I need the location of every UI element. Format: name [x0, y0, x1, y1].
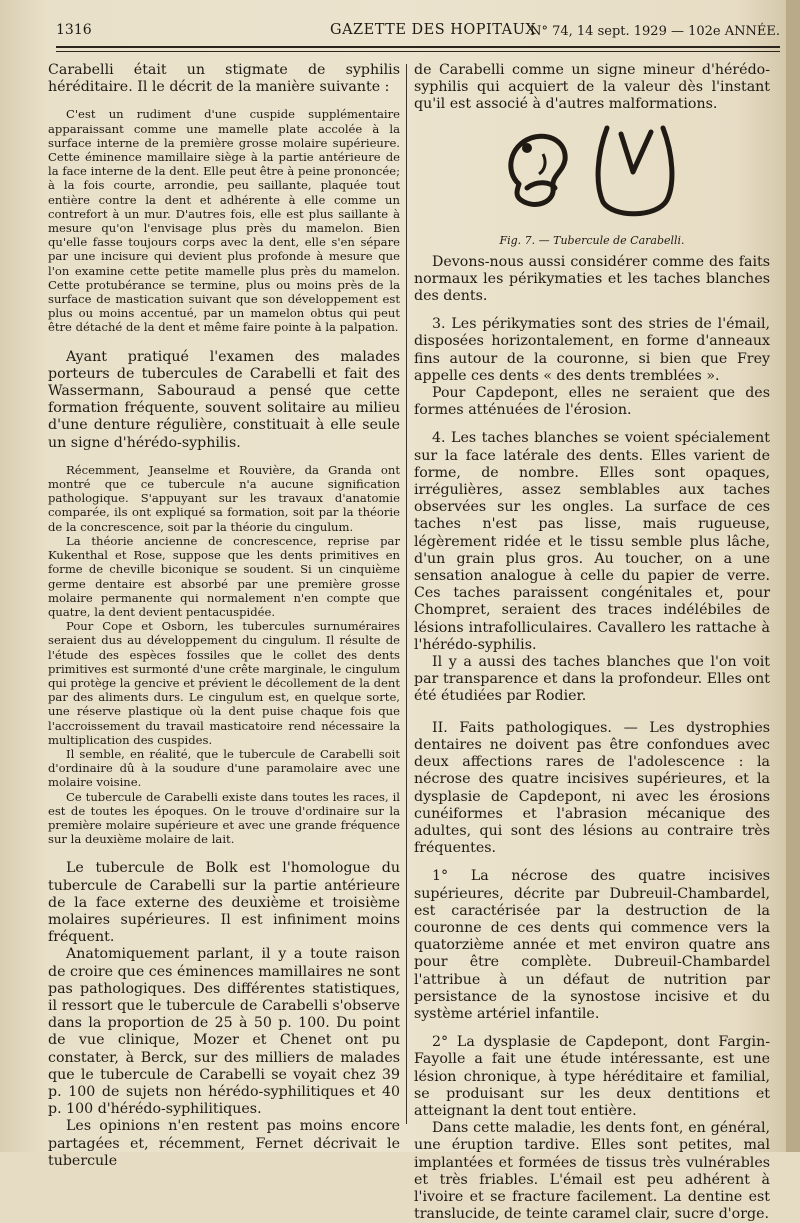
- header-rule-thin: [56, 51, 780, 52]
- small-paragraph: La théorie ancienne de concrescence, reprise par Kukenthal et Rose, suppose que les dents primitives en forme de cheville biconique se soudent. Si un cinquième germe dentaire est absorbé par une première grosse molaire permanente qui normalement n'en compte que quatre, la dent devient pentacuspidée.: [48, 533, 400, 619]
- header-rule: [56, 46, 780, 48]
- paragraph: Pour Capdepont, elles ne seraient que des formes atténuées de l'érosion.: [414, 385, 770, 419]
- paragraph: Les opinions n'en restent pas moins encore partagées et, récemment, Fernet décrivait le tubercule: [48, 1118, 400, 1169]
- journal-title: GAZETTE DES HOPITAUX: [330, 22, 537, 38]
- paragraph: 2° La dysplasie de Capdepont, dont Fargin-Fayolle a fait une étude intéressante, est une lésion chronique, à type héréditaire et familial, se produisant sur les deux dentitions et atteignant la dent tout entière.: [414, 1034, 770, 1119]
- left-column: [48, 62, 400, 1170]
- paragraph: 3. Les périkymaties sont des stries de l'émail, disposées horizontalement, en forme d'anneaux fins autour de la couronne, si bien que Frey appelle ces dents « des dents tremblées ».: [414, 316, 770, 384]
- paragraph: Dans cette maladie, les dents font, en général, une éruption tardive. Elles sont petites, mal implantées et formées de tissus très vulnérables et très friables. L'émail est peu adhérent à l'ivoire et se fracture facilement. La dentine est translucide, de teinte caramel clair, sucre d'orge.: [414, 1120, 770, 1223]
- paragraph: Carabelli était un stigmate de syphilis héréditaire. Il le décrit de la manière suivante :: [48, 62, 400, 96]
- column-divider: [406, 64, 407, 1124]
- paragraph: de Carabelli comme un signe mineur d'hérédo-syphilis qui acquiert de la valeur dès l'instant qu'il est associé à d'autres malformations.: [414, 62, 770, 113]
- paragraph: 1° La nécrose des quatre incisives supérieures, décrite par Dubreuil-Chambardel, est caractérisée par la destruction de la couronne de ces dents qui commence vers la quatorzième année et met environ quatre ans pour être complète. Dubreuil-Chambardel l'attribue à un défaut de nutrition par persistance de la synostose incisive et du système artériel infantile.: [414, 868, 770, 1022]
- small-paragraph: Il semble, en réalité, que le tubercule de Carabelli soit d'ordinaire dû à la soudure d'une paramolaire avec une molaire voisine.: [48, 746, 400, 790]
- paragraph: Anatomiquement parlant, il y a toute raison de croire que ces éminences mamillaires ne sont pas pathologiques. Des différentes statistiques, il ressort que le tubercule de Carabelli s'observe dans la proportion de 25 à 50 p. 100. Du point de vue clinique, Mozer et Chenet ont pu constater, à Berck, sur des milliers de malades que le tubercule de Carabelli se voyait chez 39 p. 100 de sujets non hérédo-syphilitiques et 40 p. 100 d'hérédo-syphilitiques.: [48, 946, 400, 1118]
- paragraph: Il y a aussi des taches blanches que l'on voit par transparence et dans la profondeur. Elles ont été étudiées par Rodier.: [414, 654, 770, 705]
- paragraph: Devons-nous aussi considérer comme des faits normaux les périkymaties et les taches blanches des dents.: [414, 253, 770, 305]
- page-number: 1316: [56, 22, 92, 38]
- issue-info: N° 74, 14 sept. 1929 — 102e ANNÉE.: [530, 24, 780, 39]
- figure: [414, 114, 770, 254]
- page-edge: [786, 0, 800, 1152]
- paragraph: Le tubercule de Bolk est l'homologue du tubercule de Carabelli sur la partie antérieure de la face externe des deuxième et troisième molaires supérieures. Il est infiniment moins fréquent.: [48, 860, 400, 946]
- small-paragraph: Pour Cope et Osborn, les tubercules surnuméraires seraient dus au développement du cingulum. Il résulte de l'étude des espèces fossiles que le collet des dents primitives est surmonté d'une crête marginale, le cingulum qui protège la gencive et prévient le décollement de la dent par des aliments durs. Le cingulum est, en quelque sorte, une réserve plastique où la dent puise chaque fois que l'accroissement du travail masticatoire rend nécessaire la multiplication des cuspides.: [48, 619, 400, 747]
- small-paragraph: Récemment, Jeanselme et Rouvière, da Granda ont montré que ce tubercule n'a aucune signification pathologique. S'appuyant sur les travaux d'anatomie comparée, ils ont expliqué sa formation, soit par la théorie de la concrescence, soit par la théorie du cingulum.: [48, 462, 400, 534]
- paragraph: Ayant pratiqué l'examen des malades porteurs de tubercules de Carabelli et fait des Wassermann, Sabouraud a pensé que cette formation fréquente, souvent solitaire au milieu d'une denture régulière, constituait à elle seule un signe d'hérédo-syphilis.: [48, 348, 400, 451]
- figure-caption: Fig. 7. — Tubercule de Carabelli.: [499, 233, 685, 247]
- section-paragraph: II. Faits pathologiques. — Les dystrophies dentaires ne doivent pas être confondues avec deux affections rares de l'adolescence : la nécrose des quatre incisives supérieures, et la dysplasie de Capdepont, ni avec les érosions cunéiformes et l'abrasion mécanique des adultes, qui sont des lésions au contraire très fréquentes.: [414, 719, 770, 857]
- paragraph: 4. Les taches blanches se voient spécialement sur la face latérale des dents. Elles varient de forme, de nombre. Elles sont opaques, irrégulières, assez semblables aux taches observées sur les ongles. La surface de ces taches n'est pas lisse, mais rugueuse, légèrement ridée et le tissu semble plus lâche, d'un grain plus gros. Au toucher, on a une sensation analogue à celle du papier de verre. Ces taches paraissent congénitales et, pour Chompret, seraient des traces indélébiles de lésions intrafolliculaires. Cavallero les rattache à l'hérédo-syphilis.: [414, 430, 770, 653]
- quote-paragraph: C'est un rudiment d'une cuspide supplémentaire apparaissant comme une mamelle plate accolée à la surface interne de la première grosse molaire supérieure. Cette éminence mamillaire siège à la partie antérieure de la face interne de la dent. Elle peut être à peine prononcée; à la fois courte, arrondie, peu saillante, plaquée tout entière contre la dent et adhérente à elle comme un contrefort à un mur. D'autres fois, elle est plus saillante à mesure qu'on l'envisage plus près du mamelon. Bien qu'elle fasse toujours corps avec la dent, elle s'en sépare par une incisure qui devient plus profonde à mesure que l'on examine cette petite mamelle plus près du mamelon. Cette protubérance se termine, plus ou moins près de la surface de mastication suivant que son développement est plus ou moins accentué, par un mamelon obtus qui peut être détaché de la dent et même faire pointe à la palpation.: [48, 107, 400, 335]
- right-column: [414, 62, 770, 1223]
- page-header: [56, 18, 780, 42]
- small-paragraph: Ce tubercule de Carabelli existe dans toutes les races, il est de toutes les époques. On le trouve d'ordinaire sur la première molaire supérieure et avec une grande fréquence sur la deuxième molaire de lait.: [48, 789, 400, 847]
- tooth-illustration: [497, 114, 687, 232]
